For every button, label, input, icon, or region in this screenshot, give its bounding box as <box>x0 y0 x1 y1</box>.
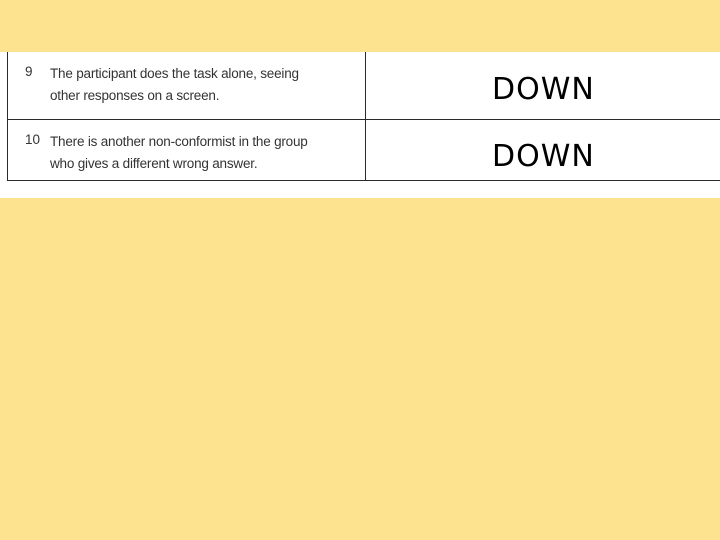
question-line: other responses on a screen. <box>50 88 220 103</box>
answer-text: DOWN <box>492 72 595 107</box>
question-cell <box>8 119 366 180</box>
conformity-table <box>7 52 720 181</box>
question-line: The participant does the task alone, seeing <box>50 66 299 81</box>
table-row <box>8 52 720 119</box>
question-number: 10 <box>25 131 41 147</box>
answer-text: DOWN <box>492 138 595 174</box>
table-area <box>0 52 720 198</box>
question-line: who gives a different wrong answer. <box>50 155 258 171</box>
answer-cell <box>366 52 720 119</box>
answer-cell <box>366 119 720 180</box>
question-cell <box>8 52 366 119</box>
question-text <box>50 63 350 107</box>
question-text <box>50 131 350 175</box>
question-number: 9 <box>25 64 33 79</box>
table-row <box>8 119 720 180</box>
question-line: There is another non-conformist in the group <box>50 133 308 149</box>
